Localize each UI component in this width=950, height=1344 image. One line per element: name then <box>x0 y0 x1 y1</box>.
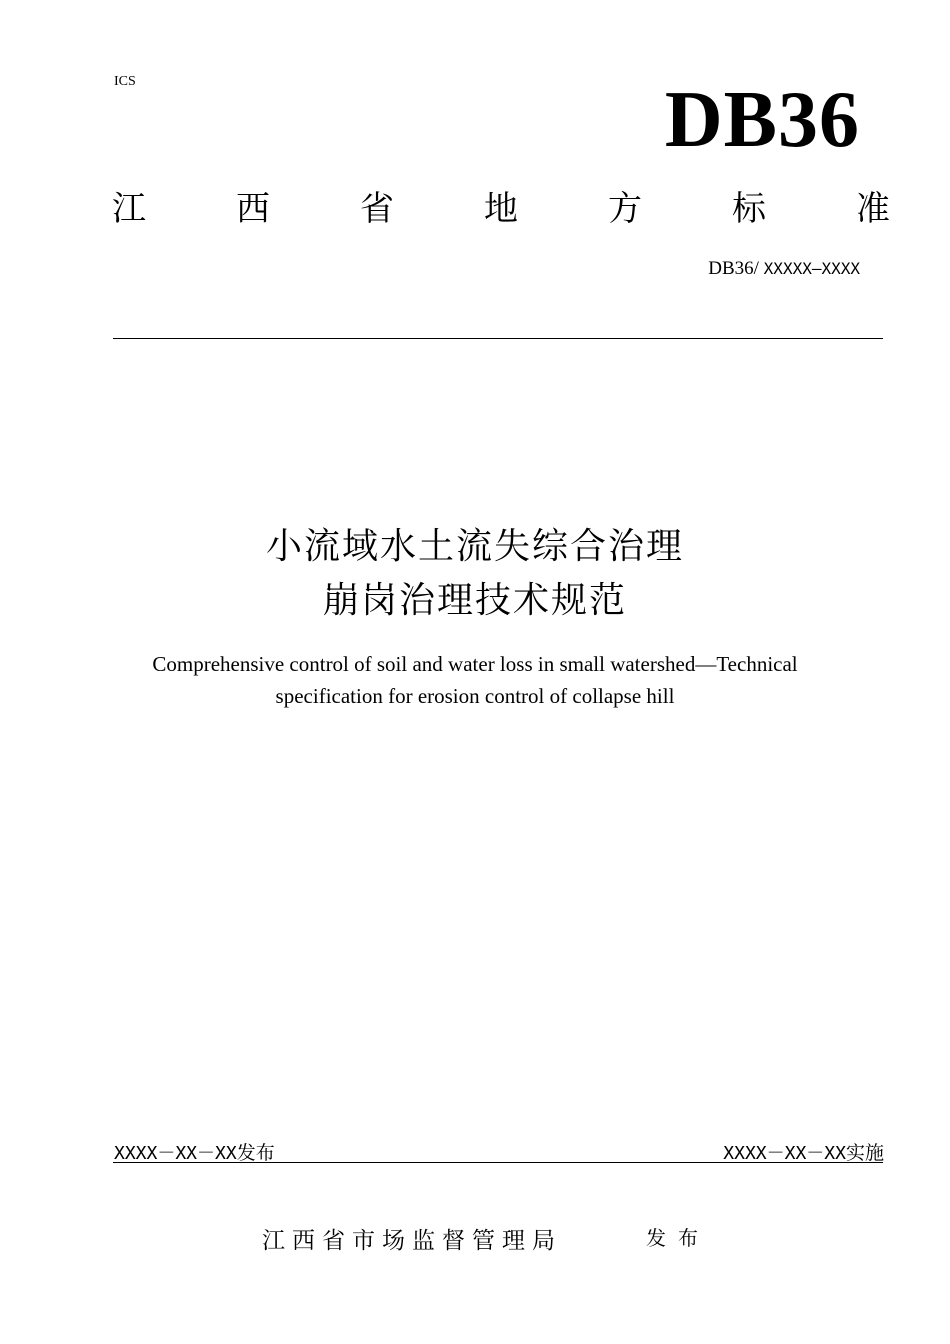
issue-date <box>114 1138 275 1165</box>
standard-number-prefix: DB36/ <box>708 258 764 279</box>
issue-word: 发布 <box>646 1226 710 1250</box>
footer-divider <box>113 1162 883 1163</box>
header-divider <box>113 338 883 339</box>
category-char: 西 <box>236 189 270 229</box>
category-char: 准 <box>856 189 890 229</box>
category-char: 地 <box>484 189 518 229</box>
implementation-date-value: XXXX－XX－XX <box>723 1143 846 1164</box>
issue-date-label: 发布 <box>236 1142 275 1164</box>
category-char: 江 <box>112 189 146 229</box>
category-char: 方 <box>608 189 642 229</box>
standard-category <box>112 186 890 232</box>
implementation-date <box>723 1138 884 1165</box>
english-title-line-1: Comprehensive control of soil and water loss in small watershed—Technical <box>152 652 798 676</box>
issuing-authority: 江西省市场监督管理局 <box>262 1228 562 1254</box>
category-char: 省 <box>360 189 394 229</box>
chinese-title-line-2: 崩岗治理技术规范 <box>322 580 627 621</box>
standard-number <box>708 258 860 280</box>
issue-date-value: XXXX－XX－XX <box>114 1143 237 1164</box>
standard-number-suffix: XXXXX—XXXX <box>763 259 860 278</box>
implementation-date-label: 实施 <box>845 1142 884 1164</box>
category-char: 标 <box>732 189 766 229</box>
ics-label: ICS <box>114 74 136 89</box>
chinese-title-line-1: 小流域水土流失综合治理 <box>265 526 684 567</box>
standard-code: DB36 <box>664 76 860 164</box>
english-title-line-2: specification for erosion control of collapse hill <box>275 684 675 708</box>
